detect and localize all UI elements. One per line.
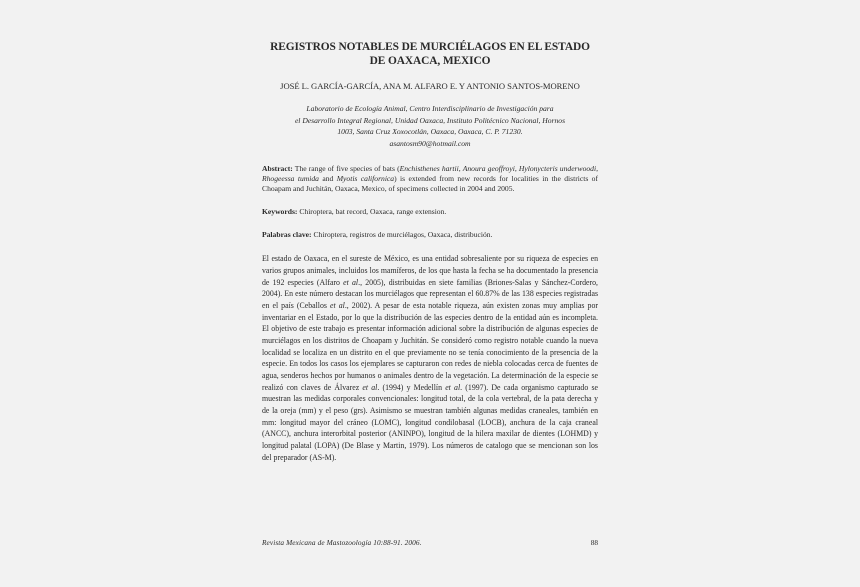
abstract — [262, 164, 598, 194]
affiliation-line-2: el Desarrollo Integral Regional, Unidad Oaxaca, Instituto Politécnico Nacional, Hornos — [294, 115, 566, 125]
abstract-separator: , — [596, 164, 598, 174]
abstract-label: Abstract: — [262, 164, 293, 174]
species-name: Rhogeessa tumida — [262, 174, 319, 184]
page-number: 88 — [590, 538, 598, 547]
species-name: Enchisthenes hartii — [399, 164, 459, 174]
palabras-clave — [262, 230, 598, 240]
body-text-segment: . (1997). De cada organismo capturado se muestran las medidas corporales convencionales: longitud total, de la cola vertebral, de la pata derecha y de la oreja (mm) y el peso (grs). Asimismo se muestran también algunas medidas craneales, también en mm: longitud mayor del cráneo (LOMC), longitud condilobasal (LOCB), anchura de la caja craneal (ANCC), anchura interorbital posterior (ANINPO), longitud de la hilera maxilar de dientes (LOHMD) y longitud palatal (LOPA) (De Blase y Martin, 1979). Los números de catalogo que se mencionan son los del preparador (AS-M). — [262, 382, 598, 462]
article-content — [262, 40, 598, 463]
affiliation — [262, 103, 598, 149]
author-list: JOSÉ L. GARCÍA-GARCÍA, ANA M. ALFARO E. Y ANTONIO SANTOS-MORENO — [280, 81, 580, 91]
palabras-clave-label: Palabras clave: — [262, 230, 312, 240]
article-title — [262, 40, 598, 68]
keywords-label: Keywords: — [262, 207, 298, 217]
body-text-segment: . (1994) y Medellín — [377, 382, 446, 392]
et-al: et al — [445, 382, 461, 392]
body-text-segment: El estado de Oaxaca, en el sureste de México, es una entidad sobresaliente por su riqueza de especies en varios grupos animales, incluidos los mamíferos, de los que hasta la fecha se ha documentado la presencia de 192 especies (Alfaro — [262, 254, 598, 287]
affiliation-line-1: Laboratorio de Ecología Animal, Centro Interdisciplinario de Investigación para — [306, 104, 554, 113]
species-name: Myotis californica — [336, 174, 395, 184]
body-text-segment: ., 2005), distribuidas en siete familias (Briones-Salas y Sánchez-Cordero, 2004). En este número destacan los murciélagos que representan el 60.87% de las 138 especies registradas en el país (Ceballos — [262, 277, 598, 310]
abstract-text: The range of five species of bats ( — [292, 164, 400, 174]
abstract-text: ) is extended from new records for localities in the districts of Choapam and Juchitán, Oaxaca, Mexico, of specimens collected in 2004 and 2005. — [262, 174, 598, 194]
species-name: Hylonycteris underwoodi — [518, 164, 597, 174]
et-al: et al — [329, 301, 345, 310]
species-name: Anoura geoffroyi — [462, 164, 515, 174]
abstract-separator: , — [514, 164, 519, 174]
abstract-separator: and — [318, 174, 337, 184]
abstract-separator: , — [458, 164, 463, 174]
et-al: et al — [362, 382, 378, 392]
author-email: asantosm90@hotmail.com — [389, 138, 471, 148]
page-footer — [262, 538, 598, 547]
palabras-clave-text: Chiroptera, registros de murciélagos, Oaxaca, distribución. — [311, 230, 493, 240]
body-paragraph — [262, 253, 598, 463]
keywords — [262, 207, 598, 217]
body-text-segment: ., 2002). A pesar de esta notable riqueza, aún existen zonas muy amplias por inventariar en el Estado, por lo que la distribución de las especies dentro de la entidad aún es incompleta. El objetivo de este trabajo es presentar información adicional sobre la distribución de algunas especies de murciélagos en los distritos de Choapam y Juchitán. Se consideró como registro notable cuando la nueva localidad se localiza en un distrito en el que previamente no se tenía conocimiento de la presencia de la especie. En todos los casos los ejemplares se capturaron con redes de niebla colocadas cerca de fuentes de agua, senderos hechos por humanos o animales dentro de la vegetación. La determinación de la especie se realizó con claves de Álvarez — [262, 301, 598, 392]
title-line-2: DE OAXACA, MEXICO — [369, 55, 491, 67]
keywords-text: Chiroptera, bat record, Oaxaca, range extension. — [297, 207, 447, 217]
title-line-1: REGISTROS NOTABLES DE MURCIÉLAGOS EN EL ESTADO — [270, 41, 590, 53]
et-al: et al — [343, 277, 359, 287]
affiliation-line-3: 1003, Santa Cruz Xoxocotlán, Oaxaca, Oaxaca, C. P. 71230. — [337, 127, 523, 137]
journal-citation: Revista Mexicana de Mastozoología 10:88-91. 2006. — [262, 538, 422, 547]
